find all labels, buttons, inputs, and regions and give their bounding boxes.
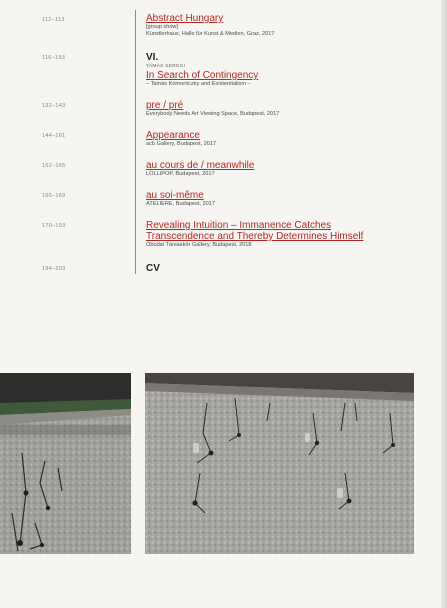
toc-detail-4: acb Gallery, Budapest, 2017 bbox=[146, 141, 217, 147]
toc-title-7a[interactable]: Revealing Intuition – Immanence Catches bbox=[146, 220, 332, 231]
toc-title-1[interactable]: Abstract Hungary bbox=[146, 13, 224, 24]
toc-entry-1[interactable] bbox=[146, 13, 426, 38]
toc-author-2: TAMÁS SEREGI bbox=[146, 64, 186, 69]
toc-entry-5[interactable] bbox=[146, 160, 426, 178]
toc-title-2[interactable]: In Search of Contingency bbox=[146, 70, 259, 81]
toc-pages-6: 166–169 bbox=[42, 193, 66, 199]
toc-pages-5: 162–165 bbox=[42, 163, 66, 169]
toc-detail-7: Óbudai Társaskör Gallery, Budapest, 2018 bbox=[146, 242, 252, 248]
toc-detail-3: Everybody Needs Art Viewing Space, Budapest, 2017 bbox=[146, 111, 280, 117]
toc-title-3[interactable]: pre / pré bbox=[146, 100, 184, 111]
toc-title-6[interactable]: au soi-même bbox=[146, 190, 204, 201]
toc-entry-4[interactable] bbox=[146, 130, 426, 148]
toc-entry-8[interactable] bbox=[146, 263, 426, 274]
installation-photo-right bbox=[145, 373, 414, 554]
toc-pages-8: 194–203 bbox=[42, 266, 66, 272]
toc-entry-2[interactable] bbox=[146, 52, 426, 88]
toc-entry-3[interactable] bbox=[146, 100, 426, 118]
page-edge bbox=[441, 0, 447, 608]
toc-detail-1a: [group show] bbox=[146, 24, 179, 30]
toc-entry-7[interactable] bbox=[146, 220, 426, 249]
toc-detail-2: – Tamás Komoróczky and Existentialism – bbox=[146, 81, 251, 87]
toc-pages-4: 144–161 bbox=[42, 133, 66, 139]
toc-pages-3: 132–143 bbox=[42, 103, 66, 109]
toc-title-7b[interactable]: Transcendence and Thereby Determines Himself bbox=[146, 231, 364, 242]
photo-icon bbox=[145, 373, 414, 554]
toc-title-5[interactable]: au cours de / meanwhile bbox=[146, 160, 255, 171]
toc-title-4[interactable]: Appearance bbox=[146, 130, 200, 141]
toc-entry-6[interactable] bbox=[146, 190, 426, 208]
toc-pages-2: 116–193 bbox=[42, 55, 66, 61]
section-cv[interactable]: CV bbox=[146, 263, 160, 274]
toc-pages-7: 170–193 bbox=[42, 223, 66, 229]
section-number-vi: VI. bbox=[146, 52, 159, 63]
toc-detail-5: LOLLIPOP, Budapest, 2017 bbox=[146, 171, 215, 177]
toc-detail-1b: Künstlerhaus, Halle für Kunst & Medien, Graz, 2017 bbox=[146, 31, 275, 37]
photo-icon bbox=[0, 373, 131, 554]
toc-divider bbox=[135, 10, 136, 274]
toc-pages-1: 112–113 bbox=[42, 17, 65, 23]
toc-detail-6: ATELIERE, Budapest, 2017 bbox=[146, 201, 215, 207]
installation-photo-left bbox=[0, 373, 131, 554]
